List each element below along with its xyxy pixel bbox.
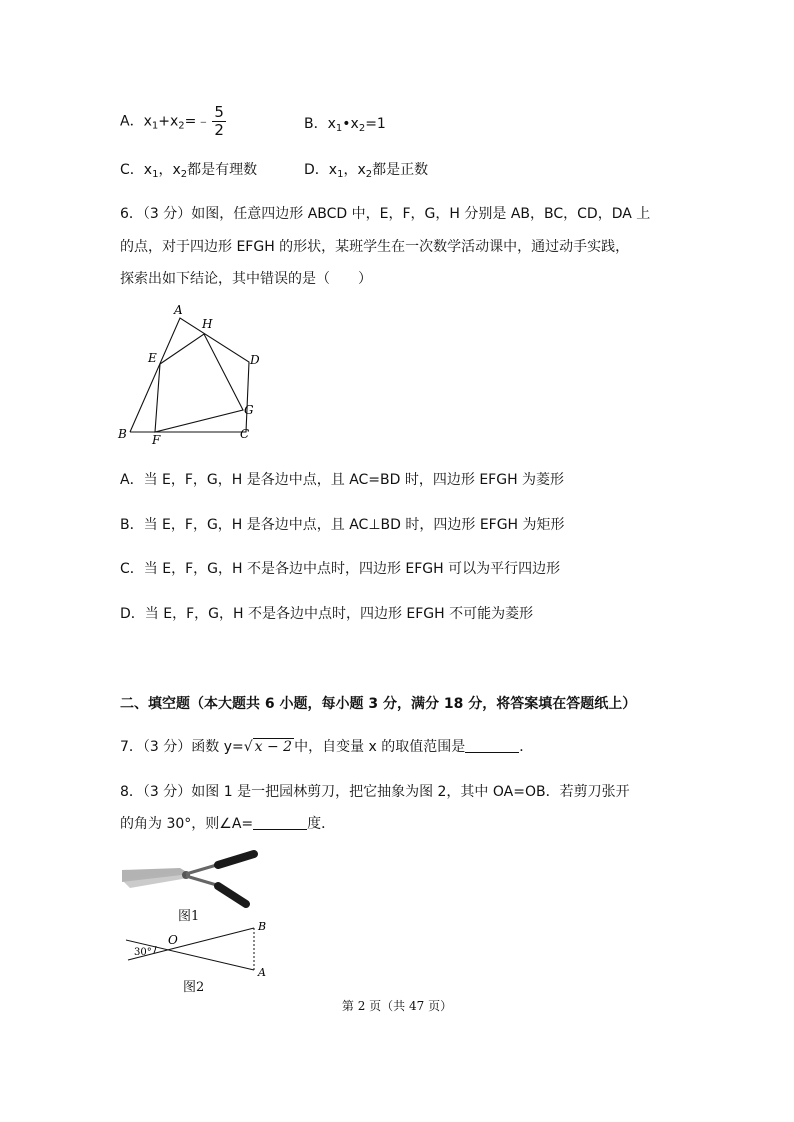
q6-option-d: D．当 E，F，G，H 不是各边中点时，四边形 EFGH 不可能为菱形: [120, 606, 534, 622]
q6-line-3: 探索出如下结论，其中错误的是（ ）: [120, 271, 372, 287]
a-fraction-denominator: 2: [214, 121, 224, 139]
q6-line-2: 的点，对于四边形 EFGH 的形状，某班学生在一次数学活动课中，通过动手实践，: [120, 239, 630, 255]
q7-answer-blank: [465, 738, 519, 753]
q8-answer-blank: [253, 815, 307, 830]
b-x1: x: [327, 116, 336, 132]
c-x2: ，x: [158, 162, 181, 178]
d-x1: x: [328, 162, 338, 178]
sqrt-symbol: √: [243, 739, 253, 755]
option-b-prefix: B．: [304, 116, 328, 132]
option-c-prefix: C．: [120, 162, 144, 178]
label-h: H: [202, 317, 213, 331]
c-sub1: 1: [152, 169, 159, 180]
q8-line-2-suffix: 度．: [307, 816, 336, 832]
q6-option-c: C．当 E，F，G，H 不是各边中点时，四边形 EFGH 可以为平行四边形: [120, 561, 561, 577]
d-sub1: 1: [337, 169, 344, 180]
quad-abcd: [130, 318, 249, 432]
label-b: B: [118, 427, 127, 441]
figure-2-caption: 图2: [183, 980, 205, 995]
label-g: G: [244, 403, 254, 417]
q6-option-a: A．当 E，F，G，H 是各边中点，且 AC=BD 时，四边形 EFGH 为菱形: [120, 472, 565, 488]
q7-sqrt-content: x − 2: [254, 739, 293, 755]
a-fraction-numerator: 5: [214, 103, 224, 121]
a-sub2: 2: [178, 120, 185, 132]
q7-line: [120, 736, 533, 756]
q5-option-b: [304, 113, 386, 134]
shears-image: [120, 848, 260, 908]
d-sub2: 2: [365, 169, 373, 180]
q5-option-a: [120, 104, 226, 139]
c-sub2: 2: [180, 169, 188, 180]
d-text: 都是正数: [372, 162, 429, 178]
label-c: C: [240, 427, 250, 441]
c-text: 都是有理数: [187, 162, 258, 178]
option-d-prefix: D．: [304, 162, 329, 178]
q8-line-2-prefix: 的角为 30°，则∠A=: [120, 816, 254, 832]
a-sub1: 1: [151, 120, 159, 132]
b-x2: •x: [342, 116, 359, 132]
a-x2: +x: [158, 113, 179, 130]
b-sub1: 1: [335, 123, 343, 134]
q5-option-d: [304, 159, 428, 180]
q5-option-c: [120, 159, 257, 180]
q7-end: ．: [519, 739, 534, 755]
quadrilateral-figure: [112, 298, 272, 448]
option-a-prefix: A．: [120, 113, 144, 130]
q6-option-b: B．当 E，F，G，H 是各边中点，且 AC⊥BD 时，四边形 EFGH 为矩形: [120, 517, 565, 533]
label-a: A: [174, 303, 183, 317]
scissors-diagram: [120, 916, 270, 978]
label-a2: A: [258, 966, 266, 978]
label-e: E: [148, 351, 157, 365]
figure-1-caption: 图1: [178, 909, 200, 924]
b-sub2: 2: [358, 123, 366, 134]
a-fraction: [212, 104, 226, 139]
label-d: D: [250, 353, 260, 367]
shears-handle-upper: [218, 854, 254, 865]
shears-handle-lower: [218, 886, 246, 904]
label-30-degrees: 30°: [134, 947, 152, 958]
c-x1: x: [143, 162, 153, 178]
q7-suffix: 中，自变量 x 的取值范围是: [294, 739, 466, 755]
q6-line-1: 6．（3 分）如图，任意四边形 ABCD 中，E，F，G，H 分别是 AB，BC，CD，DA 上: [120, 206, 651, 222]
label-b2: B: [258, 920, 267, 933]
b-eq: =1: [365, 116, 386, 132]
a-eq: =﹣: [184, 113, 211, 130]
label-o: O: [168, 933, 178, 947]
quad-efgh: [155, 334, 243, 432]
section-2-heading: 二、填空题（本大题共 6 小题，每小题 3 分，满分 18 分，将答案填在答题纸上）: [120, 696, 637, 712]
a-x1: x: [143, 113, 152, 130]
q8-line-1: 8．（3 分）如图 1 是一把园林剪刀，把它抽象为图 2，其中 OA=OB．若剪刀张开: [120, 784, 630, 800]
page-footer: 第 2 页（共 47 页）: [341, 999, 453, 1013]
q8-line-2: [120, 813, 335, 833]
d-x2: ，x: [343, 162, 366, 178]
q7-prefix: 7．（3 分）函数 y=: [120, 739, 244, 755]
label-f: F: [152, 433, 161, 447]
